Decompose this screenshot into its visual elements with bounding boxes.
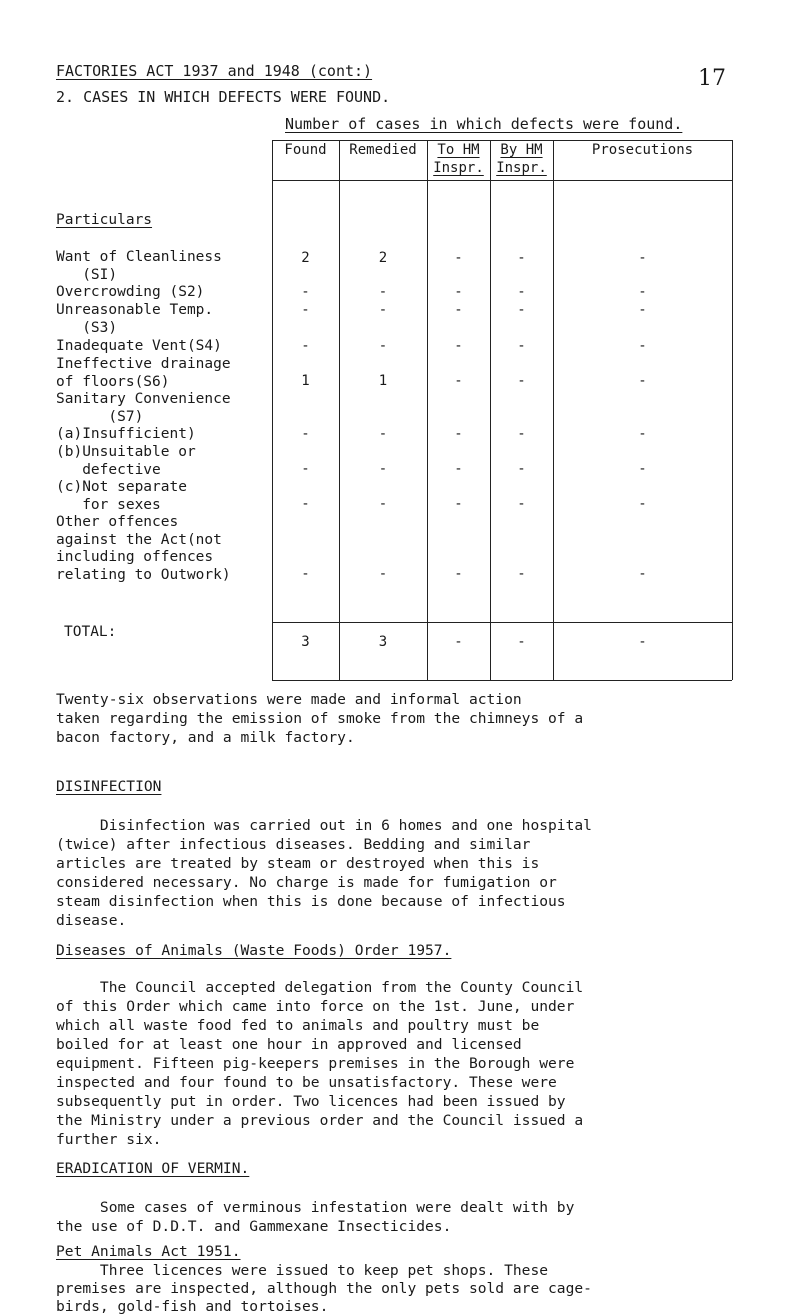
table-cell: - [378, 284, 388, 300]
col-rule-3 [490, 140, 491, 680]
table-cell: - [378, 566, 388, 582]
smoke-paragraph: Twenty-six observations were made and informal action taken regarding the emission of smoke from the chimneys of a bacon factory, and a milk factory. [56, 691, 584, 746]
row-label: Inadequate Vent(S4) [56, 338, 222, 354]
table-cell: - [454, 373, 463, 389]
table-total-bottom-rule [272, 680, 732, 681]
pets-heading: Pet Animals Act 1951. [56, 1243, 241, 1260]
col-header-to-hm: To HM [437, 142, 480, 158]
row-label: Other offences against the Act(not including offences relating to Outwork) [56, 514, 231, 583]
table-cell: - [454, 461, 463, 477]
table-cell: - [301, 338, 310, 354]
vermin-heading: ERADICATION OF VERMIN. [56, 1160, 250, 1177]
table-cell: 1 [301, 373, 310, 389]
table-cell: - [638, 461, 647, 477]
col-header-prosecutions: Prosecutions [591, 142, 694, 158]
table-cell: - [454, 426, 463, 442]
particulars-heading: Particulars [56, 212, 153, 228]
pets-paragraph: Three licences were issued to keep pet shops. These premises are inspected, although the only pets sold are cage- birds, gold-fish and tortoises. [56, 1262, 592, 1315]
table-cell: - [638, 566, 647, 582]
table-cell: - [454, 250, 463, 266]
col-rule-5 [732, 140, 733, 680]
row-label: (a)Insufficient) [56, 426, 196, 442]
table-cell: - [378, 496, 388, 512]
total-label: TOTAL: [64, 624, 117, 640]
row-label: Want of Cleanliness (SI) [56, 249, 222, 283]
col-header-to-hm-inspr: Inspr. [433, 160, 484, 176]
table-cell: - [638, 284, 647, 300]
total-cell: - [454, 634, 463, 650]
table-cell: - [378, 426, 388, 442]
animals-heading: Diseases of Animals (Waste Foods) Order 1957. [56, 942, 452, 959]
table-body-bottom-rule [272, 622, 732, 623]
row-label: (c)Not separate for sexes [56, 479, 187, 513]
table-cell: - [517, 302, 526, 318]
col-header-remedied: Remedied [349, 142, 417, 158]
disinfection-heading: DISINFECTION [56, 778, 162, 795]
table-header-rule [272, 180, 732, 181]
table-cell: - [378, 302, 388, 318]
total-cell: 3 [378, 634, 388, 650]
col-header-by-hm-inspr: Inspr. [496, 160, 547, 176]
row-label: Unreasonable Temp. (S3) [56, 302, 214, 336]
col-header-found: Found [284, 142, 327, 158]
table-cell: - [301, 461, 310, 477]
page-number: 17 [698, 66, 726, 91]
table-caption: Number of cases in which defects were found. [285, 115, 683, 133]
table-cell: - [301, 302, 310, 318]
col-rule-0 [272, 140, 273, 680]
col-rule-4 [553, 140, 554, 680]
table-top-rule [272, 140, 732, 141]
row-label: Overcrowding (S2) [56, 284, 205, 300]
total-cell: - [638, 634, 647, 650]
table-cell: - [638, 373, 647, 389]
table-cell: - [517, 566, 526, 582]
table-cell: - [517, 496, 526, 512]
table-cell: - [638, 426, 647, 442]
table-cell: - [301, 566, 310, 582]
row-label: Sanitary Convenience (S7) [56, 391, 231, 425]
table-cell: - [454, 284, 463, 300]
table-cell: - [517, 426, 526, 442]
col-header-by-hm: By HM [500, 142, 543, 158]
table-cell: - [517, 338, 526, 354]
table-cell: - [301, 426, 310, 442]
disinfection-paragraph: Disinfection was carried out in 6 homes and one hospital (twice) after infectious diseases. Bedding and similar articles are treated by steam or destroyed when this is considered necessary. No charge is made for fumigation or steam disinfection when this is done because of infectious disease. [56, 817, 592, 929]
table-cell: - [301, 496, 310, 512]
table-cell: - [378, 461, 388, 477]
table-cell: - [301, 284, 310, 300]
table-cell: - [638, 302, 647, 318]
section-title: 2. CASES IN WHICH DEFECTS WERE FOUND. [56, 88, 391, 106]
table-cell: 2 [301, 250, 310, 266]
table-cell: - [638, 496, 647, 512]
table-cell: - [517, 461, 526, 477]
table-cell: - [638, 250, 647, 266]
table-cell: 1 [378, 373, 388, 389]
total-cell: 3 [301, 634, 310, 650]
table-cell: 2 [378, 250, 388, 266]
col-rule-2 [427, 140, 428, 680]
table-cell: - [638, 338, 647, 354]
row-label: (b)Unsuitable or defective [56, 444, 196, 478]
table-cell: - [454, 338, 463, 354]
running-title: FACTORIES ACT 1937 and 1948 (cont:) [56, 62, 373, 80]
total-cell: - [517, 634, 526, 650]
table-cell: - [517, 284, 526, 300]
animals-paragraph: The Council accepted delegation from the County Council of this Order which came into force on the 1st. June, under which all waste food fed to animals and poultry must be boiled for at least one hour in approved and licensed equipment. Fifteen pig-keepers premises in the Borough were inspected and four found to be unsatisfactory. These were subsequently put in order. Two licences had been issued by the Ministry under a previous order and the Council issued a further six. [56, 979, 584, 1148]
table-cell: - [517, 250, 526, 266]
table-cell: - [454, 496, 463, 512]
vermin-paragraph: Some cases of verminous infestation were dealt with by the use of D.D.T. and Gammexane Insecticides. [56, 1199, 575, 1235]
table-cell: - [454, 302, 463, 318]
col-rule-1 [339, 140, 340, 680]
table-cell: - [517, 373, 526, 389]
table-cell: - [378, 338, 388, 354]
row-label: Ineffective drainage of floors(S6) [56, 356, 231, 390]
table-cell: - [454, 566, 463, 582]
